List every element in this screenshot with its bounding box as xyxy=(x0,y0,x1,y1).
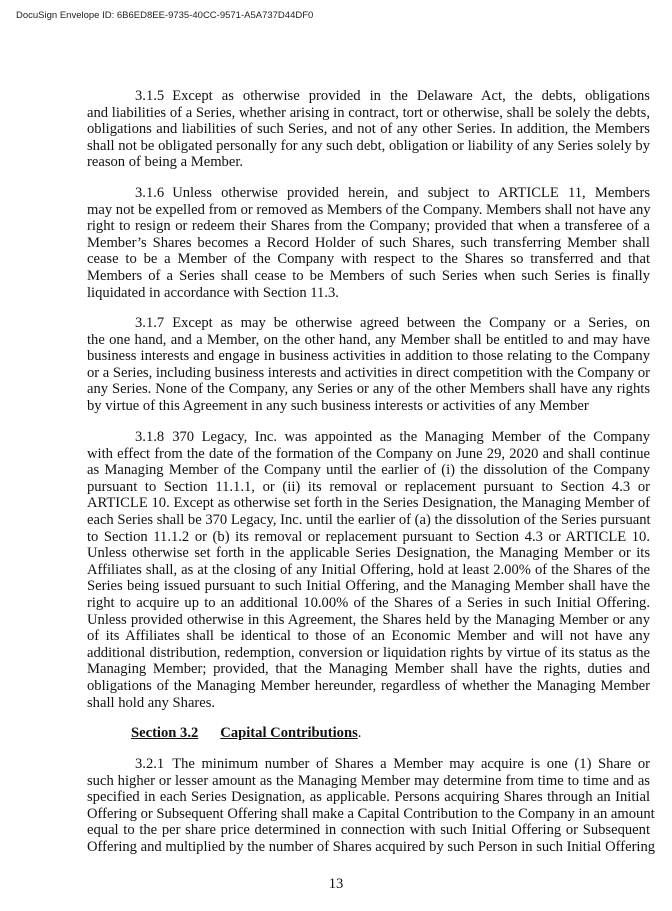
paragraph-3-1-6: 3.1.6 Unless otherwise provided herein, and subject to ARTICLE 11, Members may not be expelled from or removed as Members of the Company. Members shall not have any right to resign or redeem their Shares from the Company; provided that when a transferee of a Member’s Shares becomes a Record Holder of such Shares, such transferring Member shall cease to be a Member of the Company with respect to the Shares so transferred and that Members of a Series shall cease to be Members of such Series when such Series is finally liquidated in accordance with Section 11.3. xyxy=(87,185,651,301)
clause-number: 3.2.1 xyxy=(135,756,165,772)
clause-number: 3.1.5 xyxy=(135,88,165,104)
text-line: of its Affiliates shall be identical to those of an Economic Member and will not have any xyxy=(87,628,650,645)
section-title: Capital Contributions xyxy=(220,725,358,741)
text-line: and liabilities of a Series, whether arising in contract, tort or otherwise, shall be solely the debts, xyxy=(87,104,650,121)
text-line: additional distribution, redemption, conversion or liquidation rights by virtue of its status as the xyxy=(87,644,650,661)
text-line: pursuant to Section 11.1.1, or (ii) its removal or replacement pursuant to Section 4.3 or xyxy=(87,478,650,495)
text-line: ARTICLE 10. Except as otherwise set forth in the Series Designation, the Managing Member of xyxy=(87,495,650,512)
text-line: such higher or lesser amount as the Managing Member may determine from time to time and as xyxy=(87,772,650,789)
text-line: Unless otherwise set forth in the applicable Series Designation, the Managing Member or its xyxy=(87,545,650,562)
text-line: by virtue of this Agreement in any such business interests or activities of any Member xyxy=(87,397,589,414)
section-heading: Section 3.2 Capital Contributions. xyxy=(131,725,362,741)
text-line: Unless provided otherwise in this Agreement, the Shares held by the Managing Member or any xyxy=(87,611,650,628)
text-line: Offering or Subsequent Offering shall make a Capital Contribution to the Company in an amount xyxy=(87,805,655,822)
text-line: obligations of the Managing Member hereunder, regardless of whether the Managing Member xyxy=(87,677,650,694)
text-line: as Managing Member of the Company until the earlier of (i) the dissolution of the Company xyxy=(87,462,650,479)
clause-number: 3.1.7 xyxy=(135,315,165,331)
text-line: right to resign or redeem their Shares from the Company; provided that when a transferee of a xyxy=(87,218,650,235)
text-line: Series being issued pursuant to such Initial Offering, and the Managing Member shall have the xyxy=(87,578,650,595)
text-line: Offering and multiplied by the number of Shares acquired by such Person in such Initial Offering xyxy=(87,838,656,855)
clause-number: 3.1.8 xyxy=(135,429,165,445)
envelope-id: DocuSign Envelope ID: 6B6ED8EE-9735-40CC-9571-A5A737D44DF0 xyxy=(16,10,314,21)
paragraph-3-2-1: 3.2.1 The minimum number of Shares a Member may acquire is one (1) Share or such higher or lesser amount as the Managing Member may determine from time to time and as specified in each Series Designation, as applicable. Persons acquiring Shares through an Initial Offering or Subsequent Offering shall make a Capital Contribution to the Company in an amount equal to the per share price determined in connection with such Initial Offering or Subsequent Offering and multiplied by the number of Shares acquired by such Person in such Initial Offering xyxy=(87,756,656,855)
text-line: cease to be a Member of the Company with respect to the Shares so transferred and that xyxy=(87,251,650,268)
text-line: Member’s Shares becomes a Record Holder of such Shares, such transferring Member shall xyxy=(87,234,650,251)
text-line: Managing Member; provided, that the Managing Member shall have the rights, duties and xyxy=(87,661,650,678)
text-line: shall not be obligated personally for any such debt, obligation or liability of any Series solely by xyxy=(87,137,650,154)
text-line: specified in each Series Designation, as applicable. Persons acquiring Shares through an Initial xyxy=(87,789,650,806)
text-line: may not be expelled from or removed as Members of the Company. Members shall not have any xyxy=(87,201,651,218)
text-line: any Series. None of the Company, any Series or any of the other Members shall have any rights xyxy=(87,381,650,398)
clause-number: 3.1.6 xyxy=(135,185,165,201)
text-line: equal to the per share price determined in connection with such Initial Offering or Subsequent xyxy=(87,822,650,839)
text-line: with effect from the date of the formation of the Company on June 29, 2020 and shall continue xyxy=(87,445,650,462)
text-line: obligations and liabilities of such Series, and not of any other Series. In addition, the Members xyxy=(87,121,650,138)
text-line: right to acquire up to an additional 10.00% of the Shares of a Series in such Initial Offering. xyxy=(87,594,650,611)
text-line: each Series shall be 370 Legacy, Inc. until the earlier of (a) the dissolution of the Series pursuant xyxy=(87,511,651,528)
text-line: the one hand, and a Member, on the other hand, any Member shall be entitled to and may have xyxy=(87,331,650,348)
text-line: Affiliates shall, as at the closing of any Initial Offering, hold at least 2.00% of the Shares of the xyxy=(87,561,650,578)
text-line: shall hold any Shares. xyxy=(87,694,216,711)
paragraph-3-1-5: 3.1.5 Except as otherwise provided in the Delaware Act, the debts, obligations and liabilities of a Series, whether arising in contract, tort or otherwise, shall be solely the debts, obligations and liabilities of such Series, and not of any other Series. In addition, the Members shall not be obligated personally for any such debt, obligation or liability of any Series solely by reason of being a Member. xyxy=(87,88,650,171)
paragraph-3-1-8: 3.1.8 370 Legacy, Inc. was appointed as the Managing Member of the Company with effect from the date of the formation of the Company on June 29, 2020 and shall continue as Managing Member of the Company until the earlier of (i) the dissolution of the Company pursuant to Section 11.1.1, or (ii) its removal or replacement pursuant to Section 4.3 or ARTICLE 10. Except as otherwise set forth in the Series Designation, the Managing Member of each Series shall be 370 Legacy, Inc. until the earlier of (a) the dissolution of the Series pursuant to Section 11.1.2 or (b) its removal or replacement pursuant to Section 4.3 or ARTICLE 10. Unless otherwise set forth in the applicable Series Designation, the Managing Member or its Affiliates shall, as at the closing of any Initial Offering, hold at least 2.00% of the Shares of the Series being issued pursuant to such Initial Offering, and the Managing Member shall have the right to acquire up to an additional 10.00% of the Shares of a Series in such Initial Offering. Unless provided otherwise in this Agreement, the Shares held by the Managing Member or any of its Affiliates shall be identical to those of an Economic Member and will not have any additional distribution, redemption, conversion or liquidation rights by virtue of its status as the Managing Member; provided, that the Managing Member shall have the rights, duties and obligations of the Managing Member hereunder, regardless of whether the Managing Member shall hold any Shares. xyxy=(87,429,651,711)
text-line: liquidated in accordance with Section 11.3. xyxy=(87,284,339,301)
section-number: Section 3.2 xyxy=(131,725,199,741)
text-line: business interests and engage in business activities in addition to those relating to the Company xyxy=(87,348,650,365)
paragraph-3-1-7: 3.1.7 Except as may be otherwise agreed between the Company or a Series, on the one hand, and a Member, on the other hand, any Member shall be entitled to and may have business interests and engage in business activities in addition to those relating to the Company or a Series, including business interests and activities in direct competition with the Company or any Series. None of the Company, any Series or any of the other Members shall have any rights by virtue of this Agreement in any such business interests or activities of any Member xyxy=(87,315,650,414)
text-line: Members of a Series shall cease to be Members of such Series when such Series is finally xyxy=(87,267,650,284)
page-number: 13 xyxy=(328,876,344,892)
text-line: or a Series, including business interests and activities in direct competition with the Company or xyxy=(87,364,650,381)
text-line: reason of being a Member. xyxy=(87,154,244,171)
text-line: to Section 11.1.2 or (b) its removal or replacement pursuant to Section 4.3 or ARTICLE 10. xyxy=(87,528,650,545)
